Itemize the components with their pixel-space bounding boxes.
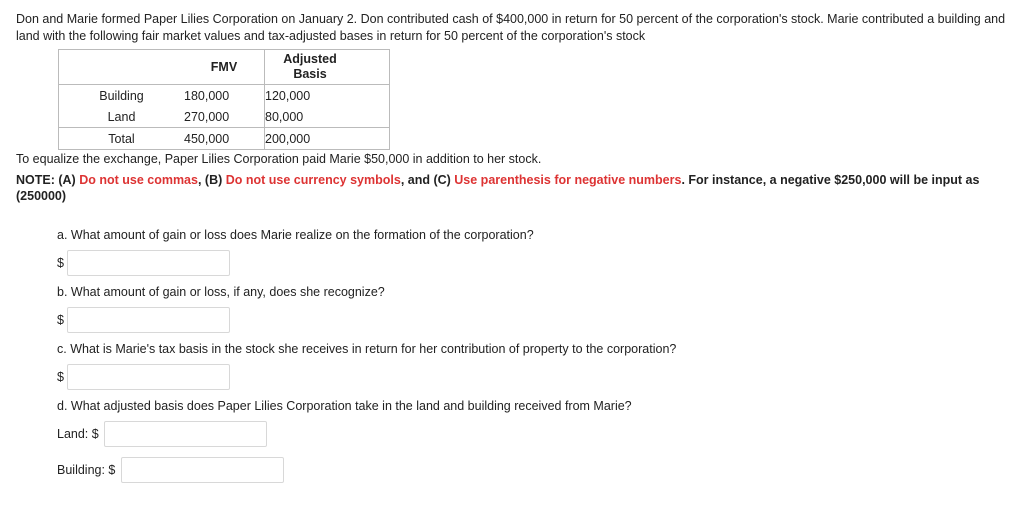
row-basis: 200,000 [265, 128, 356, 150]
building-label: Building: $ [57, 463, 116, 477]
building-basis-input[interactable] [121, 457, 284, 483]
row-fmv: 270,000 [184, 109, 230, 124]
input-note [16, 172, 1006, 204]
table-header-row [59, 50, 390, 85]
land-label: Land: $ [57, 427, 99, 441]
row-fmv: 450,000 [184, 128, 265, 150]
table-row [59, 128, 390, 150]
note-no-currency: Do not use currency symbols [225, 173, 401, 187]
answer-a-input[interactable] [67, 250, 230, 276]
row-basis: 80,000 [265, 106, 356, 128]
question-b-text: b. What amount of gain or loss, if any, does she recognize? [57, 285, 385, 299]
question-a-text: a. What amount of gain or loss does Marie realize on the formation of the corporation? [57, 228, 534, 242]
equalize-statement: To equalize the exchange, Paper Lilies Corporation paid Marie $50,000 in addition to her stock. [16, 152, 542, 166]
fmv-header: FMV [184, 50, 265, 85]
table-row [59, 85, 390, 107]
problem-intro: Don and Marie formed Paper Lilies Corporation on January 2. Don contributed cash of $400,000 in return for 50 percent of the corporation's stock. Marie contributed a building and land with the following fair market values and tax-adjusted bases in return for 50 percent of the corporation's stock [16, 12, 1006, 43]
note-suffix: . For instance, a negative $250,000 will be input as (250000) [16, 173, 980, 203]
row-label: Building [59, 85, 185, 107]
dollar-prefix-c: $ [57, 370, 64, 384]
row-label: Total [59, 128, 185, 150]
row-basis: 120,000 [265, 85, 356, 107]
adjusted-basis-header: Adjusted Basis [265, 50, 356, 85]
note-sep: , (B) [197, 173, 226, 187]
question-c-text: c. What is Marie's tax basis in the stock she receives in return for her contribution of property to the corporation? [57, 342, 677, 356]
table-row [59, 106, 390, 128]
note-no-commas: Do not use commas [79, 173, 198, 187]
answer-c-input[interactable] [67, 364, 230, 390]
row-fmv: 180,000 [184, 88, 230, 103]
note-prefix: NOTE: (A) [16, 173, 80, 187]
answer-b-input[interactable] [67, 307, 230, 333]
dollar-prefix-a: $ [57, 256, 64, 270]
question-d-text: d. What adjusted basis does Paper Lilies Corporation take in the land and building received from Marie? [57, 399, 632, 413]
note-sep: , and (C) [400, 173, 455, 187]
land-basis-input[interactable] [104, 421, 267, 447]
property-table [58, 49, 390, 150]
note-parenthesis: Use parenthesis for negative numbers [454, 173, 682, 187]
row-label: Land [59, 106, 185, 128]
dollar-prefix-b: $ [57, 313, 64, 327]
